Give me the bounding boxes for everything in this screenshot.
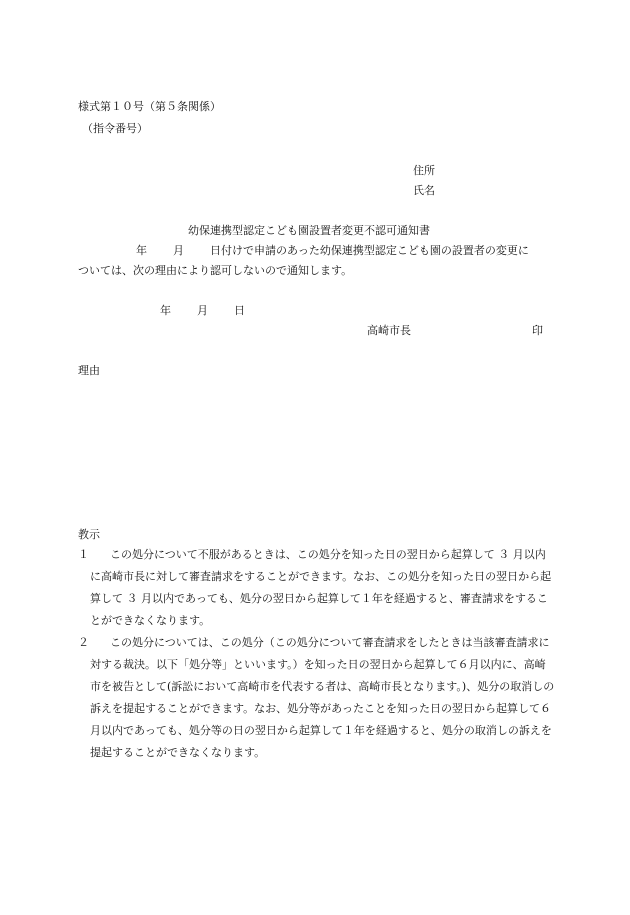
- reason-label: 理由: [78, 364, 100, 377]
- body-day-text: 日付けで申請のあった幼保連携型認定こども園の設置者の変更に: [210, 244, 529, 257]
- instruction-item-2: [78, 632, 556, 764]
- body-first-line: [136, 244, 529, 258]
- instruction-text: この処分については、この処分（この処分について審査請求をしたときは当該審査請求に対する裁決。以下「処分等」といいます。）を知った日の翌日から起算して６月以内に、高崎市を被告として(訴訟において高崎市を代表する者は、高崎市長となります。)、処分の取消しの訴えを提起することができます。なお、処分等があったことを知った日の翌日から起算して６月以内であっても、処分等の日の翌日から起算して１年を経過すると、処分の取消しの訴えを提起することができなくなります。: [90, 636, 555, 759]
- date-day: 日: [234, 304, 245, 317]
- document-title: 幼保連携型認定こども園設置者変更不認可通知書: [188, 224, 430, 237]
- body-year: 年: [136, 244, 147, 257]
- form-number: 様式第１０号（第５条関係）: [78, 100, 221, 113]
- address-label: 住所: [413, 164, 435, 177]
- instructions-heading: 教示: [78, 528, 100, 541]
- seal-mark: 印: [532, 324, 543, 337]
- instruction-item-1: [78, 544, 556, 632]
- instruction-number: ２: [78, 636, 89, 649]
- body-second-line: ついては、次の理由により認可しないので通知します。: [78, 264, 353, 277]
- instruction-text: この処分について不服があるときは、この処分を知った日の翌日から起算して ３ 月以内に高崎市長に対して審査請求をすることができます。なお、この処分を知った日の翌日から起算して ３ 月以内であっても、処分の翌日から起算して１年を経過すると、審査請求をすることができなくなります。: [90, 548, 552, 627]
- instruction-number: １: [78, 548, 89, 561]
- issuer-title: 高崎市長: [367, 324, 411, 337]
- date-month: 月: [197, 304, 208, 317]
- body-month: 月: [173, 244, 184, 257]
- name-label: 氏名: [413, 184, 435, 197]
- date-line: [160, 304, 245, 318]
- date-year: 年: [160, 304, 171, 317]
- designation-number: （指令番号）: [82, 122, 148, 135]
